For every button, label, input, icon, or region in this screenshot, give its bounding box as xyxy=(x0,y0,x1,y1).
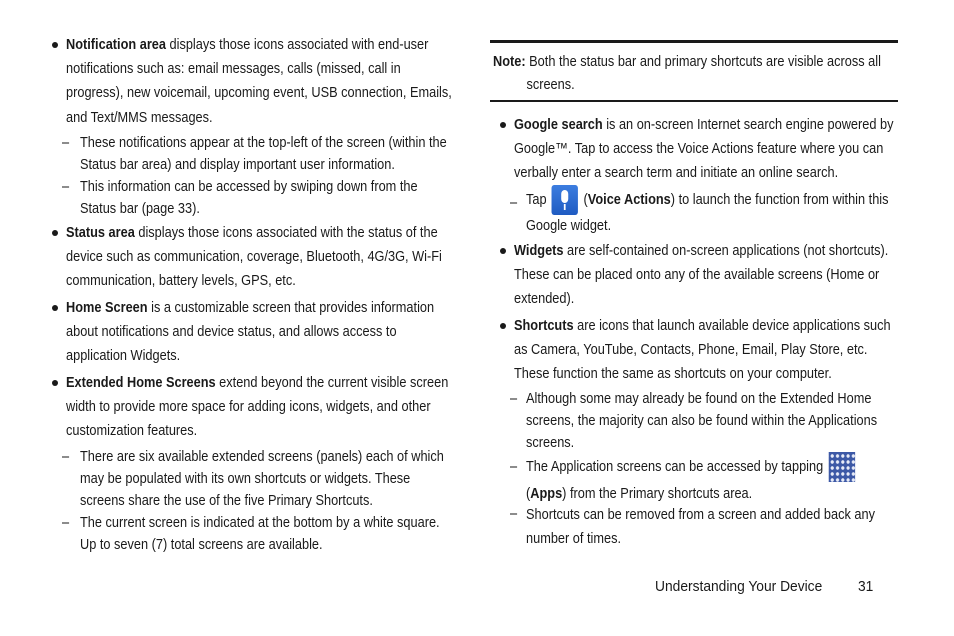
page-number: 31 xyxy=(858,578,874,595)
term: Notification area xyxy=(66,37,166,53)
note-label: Note: xyxy=(493,54,526,70)
note-box: Note: Both the status bar and primary shortcuts are visible across all screens. xyxy=(490,40,898,102)
footer-section-title: Understanding Your Device xyxy=(655,578,823,595)
microphone-icon[interactable] xyxy=(552,185,578,215)
apps-grid-icon[interactable] xyxy=(829,452,855,482)
bullet-dot xyxy=(52,42,58,48)
